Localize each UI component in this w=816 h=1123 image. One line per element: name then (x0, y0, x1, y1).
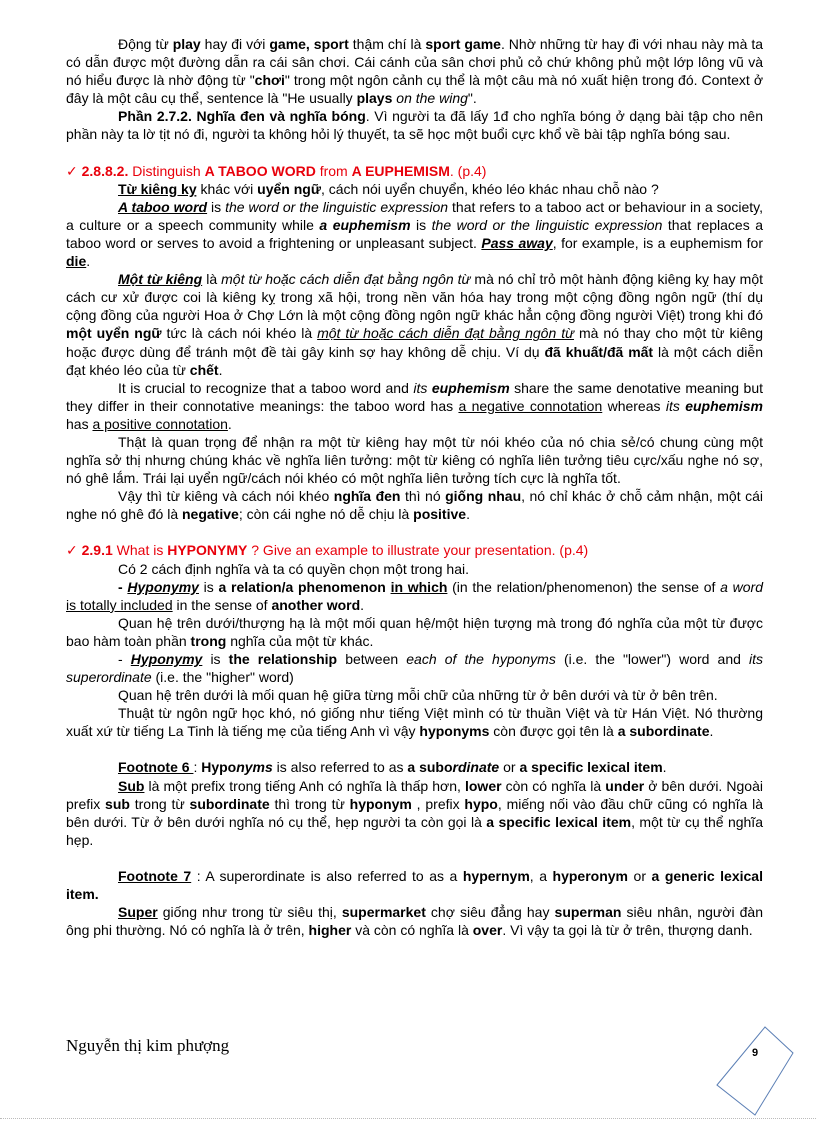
paragraph-hyponymy-def-1: - Hyponymy is a relation/a phenomenon in which (in the relation/phenomenon) the sense of a word is totally included in the sense of another word. (66, 578, 763, 613)
section-heading-hyponymy: ✓ 2.9.1 What is HYPONYMY ? Give an example to illustrate your presentation. (p.4) (66, 542, 589, 559)
paragraph-play-game: Động từ play hay đi với game, sport thậm chí là sport game. Nhờ những từ hay đi với nhau này mà ta có dẫn được một đường dẫn ra cái sân chơi. Cái cánh của sân chơi phủ cỏ chứ không phủ một lớp lông vũ và nó hiểu được là nhờ động từ "chơi" trong một ngôn cảnh cụ thể là một câu mà nó xuất hiện trong đó. Context ở đây là một câu cụ thể, sentence là "He usually plays on the wing". (66, 36, 764, 107)
paragraph-hyponymy-vi-1: Quan hệ trên dưới/thượng hạ là một mối quan hệ/một hiện tượng mà trong đó nghĩa của một từ được bao hàm toàn phần trong nghĩa của một từ khác. (66, 614, 763, 649)
paragraph-super-prefix: Super giống như trong từ siêu thị, supermarket chợ siêu đẳng hay superman siêu nhân, người đàn ông phi thường. Nó có nghĩa là ở trên, higher và còn có nghĩa là over. Vì vậy ta gọi là từ ở trên, thượng danh. (66, 904, 763, 939)
page-number: 9 (752, 1047, 759, 1059)
paragraph-hyponymy-vi-2: Quan hệ trên dưới là mối quan hệ giữa từng mỗi chữ của những từ ở bên dưới và từ ở bên trên. (118, 687, 718, 704)
paragraph-connotation-vi: Thật là quan trọng để nhận ra một từ kiêng hay một từ nói khéo của nó chia sẻ/có chung cùng một nghĩa sở thị nhưng chúng khác về nghĩa liên tưởng: một từ kiêng có nghĩa liên tưởng tiêu cực/xấu nghe nó sợ, nó ghê lắm. Trái lại uyển ngữ/cách nói khéo có một nghĩa liên tưởng tích cực là nghĩa tốt. (66, 433, 763, 487)
paragraph-part-2-7-2: Phần 2.7.2. Nghĩa đen và nghĩa bóng. Vì người ta đã lấy 1đ cho nghĩa bóng ở dạng bài tập cho nên phần này ta lờ tịt nó đi, người ta không hỏi lý thuyết, ta sẽ học một buổi cực khổ về bài tập nghĩa bóng sau. (66, 108, 764, 143)
paragraph-hyponymy-def-2: - Hyponymy is the relationship between each of the hyponyms (i.e. the "lower") word and its superordinate (i.e. the "higher" word) (66, 651, 764, 686)
checkmark-icon: ✓ (66, 542, 78, 559)
paragraph-terminology: Thuật từ ngôn ngữ học khó, nó giống như tiếng Việt mình có từ thuần Việt và từ Hán Việt. Nó thường xuất xứ từ tiếng La Tinh là tiếng mẹ của tiếng Anh vì vậy hyponyms còn được gọi tên là a subordinate. (66, 705, 763, 740)
document-body (66, 35, 763, 939)
footnote-7: Footnote 7 : A superordinate is also referred to as a hypernym, a hyperonym or a generic lexical item. (66, 867, 763, 903)
paragraph-two-definitions: Có 2 cách định nghĩa và ta có quyền chọn một trong hai. (118, 560, 470, 577)
section-heading-taboo: ✓ 2.8.8.2. Distinguish A TABOO WORD from A EUPHEMISM. (p.4) (66, 162, 487, 179)
author-name: Nguyễn thị kim phượng (66, 1036, 230, 1055)
checkmark-icon: ✓ (66, 162, 78, 179)
paragraph-taboo-definition-en: A taboo word is the word or the linguistic expression that refers to a taboo act or behaviour in a society, a culture or a speech community while a euphemism is the word or the linguistic expression that replaces a taboo word or serves to avoid a frightening or unpleasant subject. Pass away, for example, is a euphemism for die. (66, 198, 764, 270)
footnote-6: Footnote 6 : Hyponyms is also referred to as a subordinate or a specific lexical item. (118, 759, 667, 776)
paragraph-summary: Vậy thì từ kiêng và cách nói khéo nghĩa đen thì nó giống nhau, nó chỉ khác ở chỗ cảm nhận, một cái nghe nó ghê đó là negative; còn cái nghe nó dễ chịu là positive. (66, 488, 763, 523)
page-corner-shape-icon (715, 1015, 795, 1120)
paragraph-taboo-question: Từ kiêng kỵ khác với uyển ngữ, cách nói uyển chuyển, khéo léo khác nhau chỗ nào ? (118, 180, 659, 197)
paragraph-taboo-definition-vi: Một từ kiêng là một từ hoặc cách diễn đạt bằng ngôn từ mà nó chỉ trỏ một hành động kiêng kỵ hay một cách cư xử được coi là kiêng kỵ trong xã hội, trong nền văn hóa hay trong một cộng đồng ngôn ngữ (thí dụ cộng đồng của người Hoa ở Chợ Lớn là một cộng đồng ngôn ngữ khác hẳn cộng đồng người Việt) trong khi đó một uyển ngữ tức là cách nói khéo là một từ hoặc cách diễn đạt bằng ngôn từ mà nó thay cho một từ kiêng hoặc được dùng để tránh một đề tài gây kinh sợ hay không dễ chịu. Ví dụ đã khuất/đã mất là một cách diễn đạt khéo léo của từ chết. (66, 271, 764, 378)
paragraph-connotation-en: It is crucial to recognize that a taboo word and its euphemism share the same denotative meaning but they differ in their connotative meanings: the taboo word has a negative connotation whereas its euphemism has a positive connotation. (66, 379, 764, 432)
paragraph-sub-prefix: Sub là một prefix trong tiếng Anh có nghĩa là thấp hơn, lower còn có nghĩa là under ở bên dưới. Ngoài prefix sub trong từ subordinate thì trong từ hyponym , prefix hypo, miếng nối vào đầu chữ cũng có nghĩa là bên dưới. Từ ở bên dưới nghĩa nó cụ thể, hẹp người ta còn gọi là a specific lexical item, một từ cụ thể nghĩa hẹp. (66, 777, 764, 848)
page-bottom-divider (0, 1118, 816, 1119)
